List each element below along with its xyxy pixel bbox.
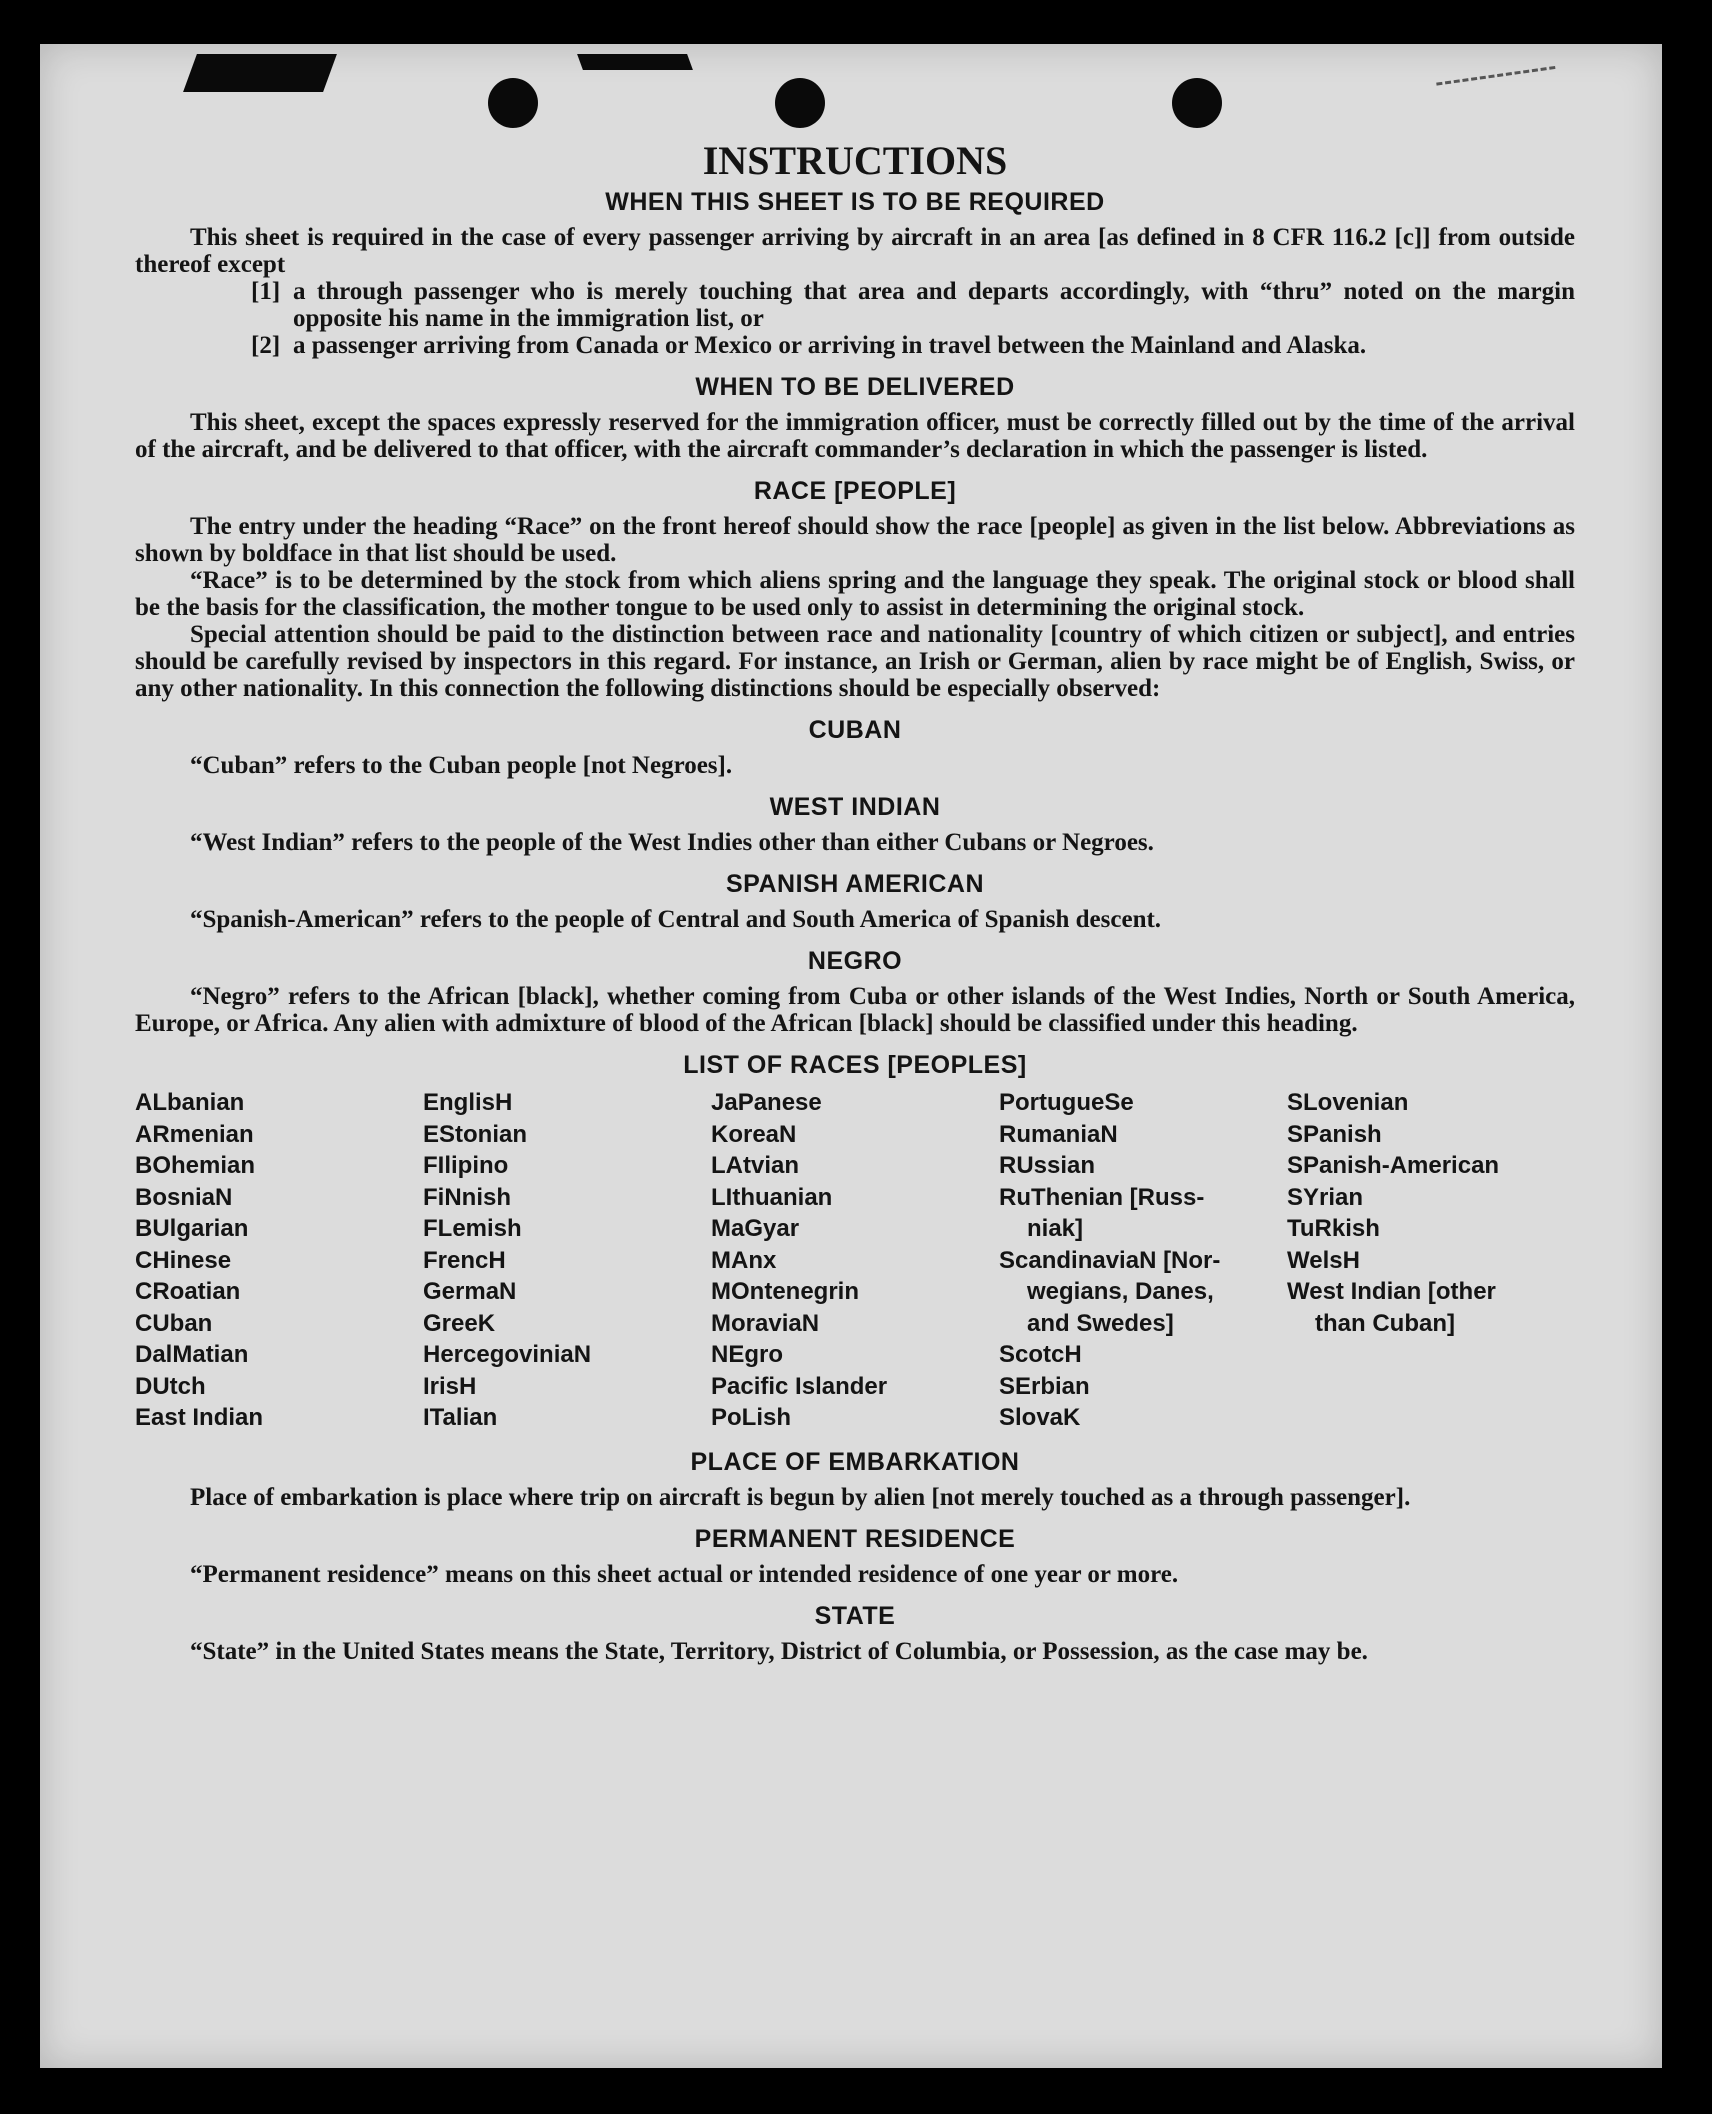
section-heading-list: LIST OF RACES [PEOPLES]	[683, 1051, 1027, 1079]
race-item: SYrian	[1287, 1183, 1364, 1211]
instructions-content	[135, 140, 1575, 1665]
races-column-5	[1287, 1087, 1575, 1434]
exception-item-1	[135, 278, 1575, 332]
race-item: NEgro	[711, 1341, 783, 1368]
race-item: FiNnish	[423, 1183, 511, 1211]
race-item: CRoatian	[135, 1278, 241, 1305]
section-heading-required: WHEN THIS SHEET IS TO BE REQUIRED	[605, 188, 1105, 216]
race-item-continuation: wegians, Danes,	[1027, 1278, 1214, 1305]
race-item: West Indian [other	[1287, 1278, 1496, 1305]
section-heading-state: STATE	[814, 1601, 896, 1630]
race-item: GreeK	[423, 1309, 496, 1337]
race-item: JaPanese	[711, 1089, 822, 1116]
race-paragraph-1: The entry under the heading “Race” on the front hereof should show the race [people] as given in the list below. Abbreviations as shown by boldface in that list should be used.	[135, 513, 1575, 567]
race-item: ALbanian	[135, 1089, 245, 1116]
race-item: KoreaN	[711, 1120, 797, 1148]
race-paragraph-3: Special attention should be paid to the distinction between race and nationality [country of which citizen or subject], and entries should be carefully revised by inspectors in this regard. For instance, an Irish or German, alien by race might be of English, Swiss, or any other nationality. In this connection the following distinctions should be especially observed:	[135, 621, 1575, 702]
item-text: a passenger arriving from Canada or Mexico or arriving in travel between the Mainland and Alaska.	[293, 332, 1367, 359]
race-item: GermaN	[423, 1278, 517, 1305]
races-column-3	[711, 1087, 999, 1434]
race-item: MoraviaN	[711, 1309, 820, 1337]
race-item: BUlgarian	[135, 1215, 249, 1242]
required-intro: This sheet is required in the case of every passenger arriving by aircraft in an area [as defined in 8 CFR 116.2 [c]] from outside thereof except	[135, 224, 1575, 278]
section-heading-residence: PERMANENT RESIDENCE	[694, 1524, 1016, 1553]
race-item: SErbian	[999, 1372, 1090, 1400]
punch-hole	[488, 78, 538, 128]
race-item: BosniaN	[135, 1183, 233, 1211]
race-item: SPanish-American	[1287, 1152, 1500, 1179]
torn-edge	[577, 54, 693, 70]
race-item-continuation: and Swedes]	[1027, 1309, 1174, 1337]
race-item-continuation: than Cuban]	[1315, 1309, 1455, 1337]
punch-hole	[1172, 78, 1222, 128]
item-text: a through passenger who is merely touching that area and departs accordingly, with “thru” noted on the margin opposite his name in the immigration list, or	[293, 278, 1575, 332]
race-item: DalMatian	[135, 1341, 249, 1368]
race-item: MAnx	[711, 1246, 777, 1274]
race-item: TuRkish	[1287, 1215, 1380, 1242]
race-item: SLovenian	[1287, 1089, 1409, 1116]
race-item: Pacific Islander	[711, 1372, 888, 1400]
state-text: “State” in the United States means the State, Territory, District of Columbia, or Possession, as the case may be.	[190, 1637, 1368, 1665]
race-item: LAtvian	[711, 1152, 800, 1179]
race-item: RuThenian [Russ-	[999, 1183, 1205, 1211]
item-number: [1]	[251, 278, 281, 305]
race-item: RUssian	[999, 1152, 1096, 1179]
residence-text: “Permanent residence” means on this sheet actual or intended residence of one year or more.	[190, 1560, 1179, 1588]
race-item: FrencH	[423, 1246, 506, 1274]
document-page	[40, 44, 1662, 2068]
race-item: MaGyar	[711, 1215, 800, 1242]
race-item: FIlipino	[423, 1152, 509, 1179]
negro-text: “Negro” refers to the African [black], whether coming from Cuba or other islands of the West Indies, North or South America, Europe, or Africa. Any alien with admixture of blood of the African [black] should be classified under this heading.	[135, 983, 1575, 1037]
race-item: EStonian	[423, 1120, 528, 1148]
races-column-2	[423, 1087, 711, 1434]
race-item: SlovaK	[999, 1404, 1081, 1431]
race-item: CUban	[135, 1309, 213, 1337]
section-heading-spanish-american: SPANISH AMERICAN	[725, 870, 984, 898]
exception-item-2	[135, 332, 1575, 359]
race-item: ITalian	[423, 1404, 498, 1431]
race-item: HercegoviniaN	[423, 1341, 592, 1368]
race-item: ScandinaviaN [Nor-	[999, 1246, 1221, 1274]
punch-hole	[775, 78, 825, 128]
delivered-text: This sheet, except the spaces expressly reserved for the immigration officer, must be correctly filled out by the time of the arrival of the aircraft, and be delivered to that officer, with the aircraft commander’s declaration in which the passenger is listed.	[135, 409, 1575, 463]
race-item: CHinese	[135, 1246, 232, 1274]
west-indian-text: “West Indian” refers to the people of the West Indies other than either Cubans or Negroes.	[190, 829, 1154, 856]
section-heading-cuban: CUBAN	[808, 716, 902, 744]
race-item: SPanish	[1287, 1120, 1382, 1148]
race-item: PoLish	[711, 1404, 792, 1431]
spanish-american-text: “Spanish-American” refers to the people of Central and South America of Spanish descent.	[190, 906, 1162, 933]
section-heading-west-indian: WEST INDIAN	[769, 793, 941, 821]
races-column-1	[135, 1087, 423, 1434]
cuban-text: “Cuban” refers to the Cuban people [not Negroes].	[190, 752, 733, 779]
race-item: IrisH	[423, 1372, 477, 1400]
race-item: BOhemian	[135, 1152, 256, 1179]
race-item: FLemish	[423, 1215, 522, 1242]
section-heading-negro: NEGRO	[807, 947, 903, 975]
embarkation-text: Place of embarkation is place where trip on aircraft is begun by alien [not merely touched as a through passenger].	[190, 1483, 1411, 1511]
race-item: DUtch	[135, 1372, 206, 1400]
race-item: ARmenian	[135, 1120, 254, 1148]
section-heading-race: RACE [PEOPLE]	[753, 477, 957, 505]
item-number: [2]	[251, 332, 281, 359]
race-item: ScotcH	[999, 1341, 1082, 1368]
race-item: WelsH	[1287, 1246, 1360, 1274]
races-column-4	[999, 1087, 1287, 1434]
race-item: PortugueSe	[999, 1089, 1134, 1116]
torn-corner	[183, 54, 337, 92]
section-heading-delivered: WHEN TO BE DELIVERED	[695, 373, 1015, 401]
margin-mark	[1436, 66, 1564, 145]
race-item: MOntenegrin	[711, 1278, 859, 1305]
race-item: East Indian	[135, 1404, 264, 1431]
race-paragraph-2: “Race” is to be determined by the stock from which aliens spring and the language they speak. The original stock or blood shall be the basis for the classification, the mother tongue to be used only to assist in determining the original stock.	[135, 567, 1575, 621]
races-list	[135, 1087, 1575, 1434]
race-item: LIthuanian	[711, 1183, 833, 1211]
race-item-continuation: niak]	[1027, 1215, 1084, 1242]
race-item: EnglisH	[423, 1089, 513, 1116]
section-heading-embarkation: PLACE OF EMBARKATION	[690, 1447, 1020, 1476]
page-title: INSTRUCTIONS	[702, 138, 1008, 183]
race-item: RumaniaN	[999, 1120, 1118, 1148]
